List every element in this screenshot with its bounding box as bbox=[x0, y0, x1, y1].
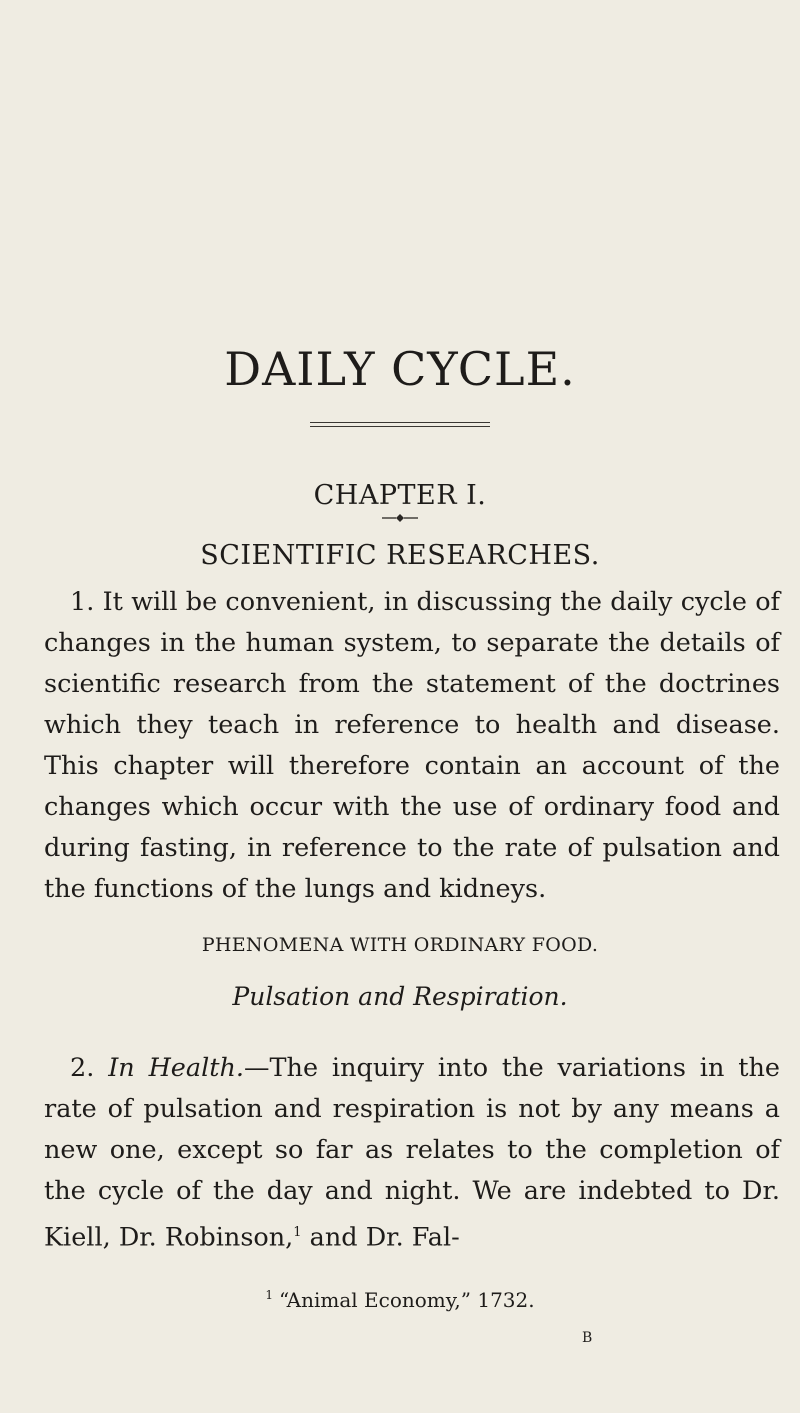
footnote-text: “Animal Economy,” 1732. bbox=[279, 1288, 535, 1312]
paragraph-2 bbox=[44, 1048, 780, 1259]
title-rule-bottom bbox=[310, 426, 490, 427]
paragraph-2-text-b: and Dr. Fal- bbox=[301, 1222, 460, 1253]
paragraph-2-text-a: —The inquiry into the variations in the rate of pulsation and respiration is not by any means a new one, except so far as relates to the completion of the cycle of the day and night. We are indebted to Dr. Kiell, Dr. Robinson, bbox=[44, 1053, 781, 1253]
paragraph-2-lead: In Health. bbox=[108, 1053, 245, 1083]
subheading-ordinary-food: PHENOMENA WITH ORDINARY FOOD. bbox=[201, 934, 599, 956]
section-title: SCIENTIFIC RESEARCHES. bbox=[200, 540, 600, 571]
title-rule-top bbox=[310, 422, 490, 423]
chapter-heading: CHAPTER I. bbox=[313, 480, 487, 511]
italic-heading: Pulsation and Respiration. bbox=[232, 982, 568, 1011]
paragraph-2-number: 2. bbox=[70, 1053, 95, 1083]
book-title: DAILY CYCLE. bbox=[224, 342, 576, 396]
footnote-reference: 1 bbox=[293, 1225, 302, 1240]
signature-mark: B bbox=[582, 1330, 593, 1346]
footnote-mark: 1 bbox=[265, 1288, 274, 1303]
footnote bbox=[0, 1288, 800, 1312]
diamond-ornament-icon bbox=[370, 508, 430, 528]
paragraph-1: 1. It will be convenient, in discussing the daily cycle of changes in the human system, to separate the details of scientific research from the statement of the doctrines which they teach in reference to health and disease. This chapter will therefore contain an account of the changes which occur with the use of ordinary food and during fasting, in reference to the rate of pulsation and the functions of the lungs and kidneys. bbox=[44, 587, 780, 904]
